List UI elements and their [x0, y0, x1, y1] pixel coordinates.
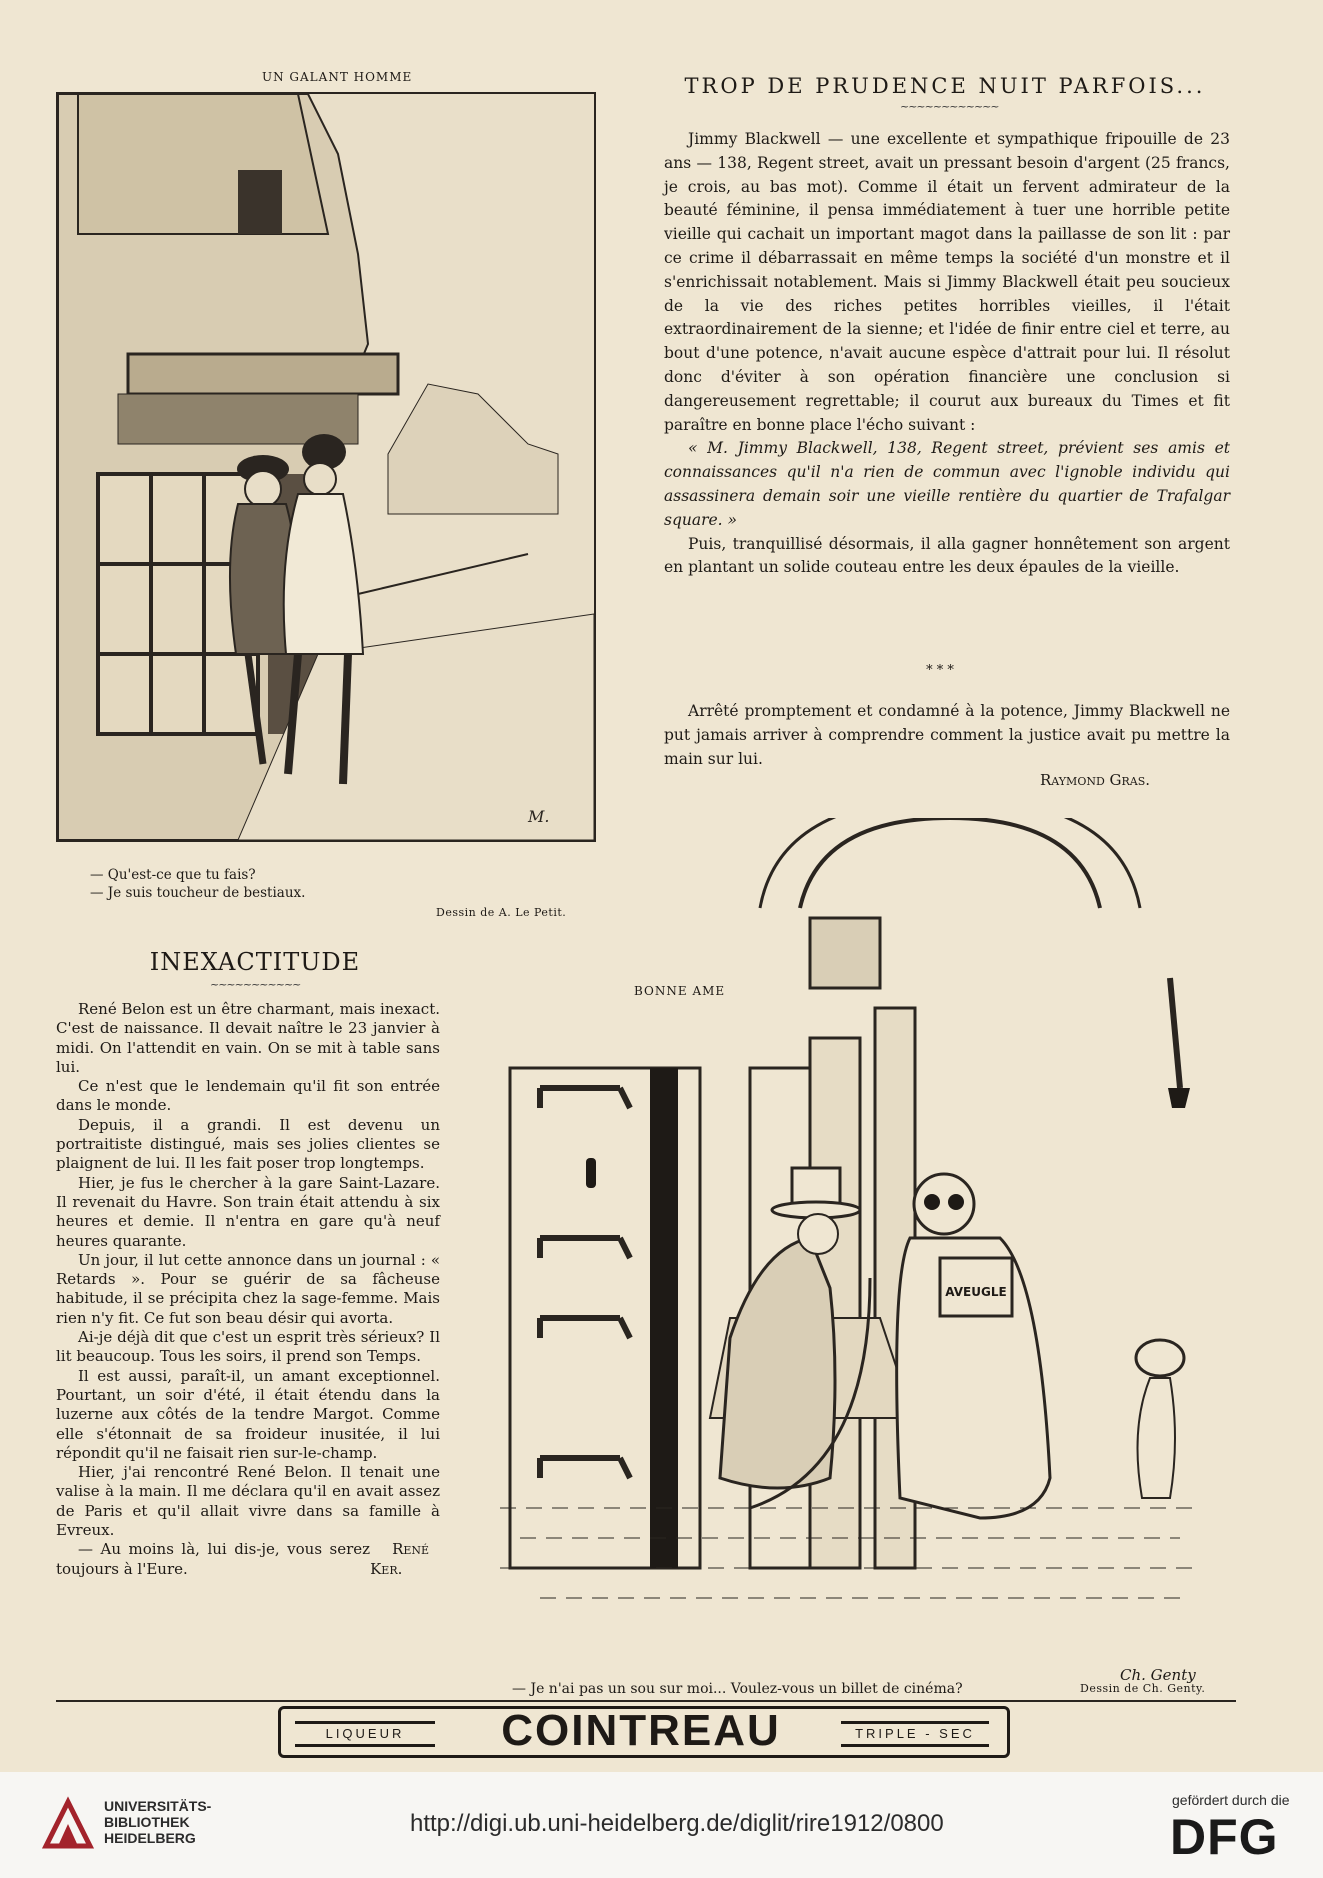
permalink-url[interactable]: http://digi.ub.uni-heidelberg.de/diglit/rire1912/0800 — [410, 1810, 944, 1837]
story-two-paragraph: Un jour, il lut cette annonce dans un journal : « Retards ». Pour se guérir de sa fâcheuse habitude, il se précipita chez la sage-femme. Mais rien n'y fit. Ce fut son beau désir qui avorta. — [56, 1250, 440, 1327]
page-divider — [56, 1700, 1236, 1702]
story-two-final-sentence: — Au moins là, lui dis-je, vous serez toujours à l'Eure. — [56, 1540, 371, 1578]
left-dialogue-line-1: — Qu'est-ce que tu fais? — [90, 867, 256, 883]
story-two-title: INEXACTITUDE — [149, 948, 361, 976]
university-line-2: BIBLIOTHEK — [104, 1814, 190, 1830]
story-two-paragraph: Ce n'est que le lendemain qu'il fit son entrée dans le monde. — [56, 1077, 440, 1115]
street-scene-drawing — [58, 94, 594, 840]
story-two-paragraph: Hier, j'ai rencontré René Belon. Il tenait une valise à la main. Il me déclara qu'il en avait assez de Paris et qu'il allait vivre dans sa famille à Evreux. — [56, 1463, 440, 1540]
story-one-title: TROP DE PRUDENCE NUIT PARFOIS... — [684, 74, 1206, 98]
right-illustration-credit: Dessin de Ch. Genty. — [1080, 1682, 1206, 1695]
bonne-ame-illustration — [480, 818, 1240, 1688]
story-one-ornament: ~~~~~~~~~~~~ — [900, 100, 999, 113]
university-line-1: UNIVERSITÄTS- — [104, 1798, 212, 1814]
digital-library-footer — [0, 1772, 1323, 1878]
story-two-ornament: ~~~~~~~~~~~ — [210, 978, 301, 991]
story-two-paragraph: Hier, je fus le chercher à la gare Saint-Lazare. Il revenait du Havre. Son train était attendu à six heures et demie. Il n'entra en gare qu'à neuf heures quarante. — [56, 1173, 440, 1250]
church-door-drawing — [480, 818, 1240, 1688]
story-one-paragraph-1: Jimmy Blackwell — une excellente et sympathique fripouille de 23 ans — 138, Regent street, avait un pressant besoin d'argent (25 francs, je crois, au bas mot). Comme il était un fervent admirateur de la beauté féminine, il pensa immédiatement à tuer une horrible petite vieille qui cachait un important magot dans la paillasse de son lit : par ce crime il débarrassait en même temps la société d'un monstre et il s'enrichissait notablement. Mais si Jimmy Blackwell était peu soucieux de la vie des riches petites horribles vieilles, il l'était extraordinairement de la sienne; et l'idée de finir entre ciel et terre, au bout d'une potence, n'avait aucune espèce d'attrait pour lui. Il résolut donc d'éviter à son opération financière une conclusion si dangereusement regrettable; il courut aux bureaux du Times et fit paraître en bonne place l'écho suivant : — [664, 130, 1230, 434]
story-two-paragraph: Il est aussi, paraît-il, un amant exceptionnel. Pourtant, un soir d'été, il était étendu dans la luzerne aux côtés de la tendre Margot. Comme elle s'étonnait de sa froideur inusitée, il lui répondit qu'il ne faisait rien sur-le-champ. — [56, 1366, 440, 1462]
story-one-signature: Raymond Gras. — [1040, 771, 1151, 789]
right-illustration-title: BONNE AME — [634, 984, 726, 998]
blind-sign-text: AVEUGLE — [945, 1285, 1007, 1299]
story-one-closing: Arrêté promptement et condamné à la potence, Jimmy Blackwell ne put jamais arriver à comprendre comment la justice avait pu mettre la main sur lui. — [664, 702, 1230, 768]
dfg-logo: DFG — [1170, 1809, 1279, 1865]
ad-left-label: LIQUEUR — [295, 1721, 435, 1747]
story-one-quote: « M. Jimmy Blackwell, 138, Regent street, prévient ses amis et connaissances qu'il n'a rien de commun avec l'ignoble individu qui assassinera demain soir une vieille rentière du quartier de Trafalgar square. » — [664, 439, 1230, 529]
university-name — [104, 1798, 211, 1846]
cointreau-advertisement — [278, 1706, 1010, 1758]
funding-text: gefördert durch die — [1172, 1792, 1290, 1808]
story-two-body — [56, 1000, 440, 1579]
galant-homme-illustration — [56, 92, 596, 842]
story-one-paragraph-3: Puis, tranquillisé désormais, il alla gagner honnêtement son argent en plantant un solide couteau entre les deux épaules de la vieille. — [664, 534, 1230, 577]
university-line-3: HEIDELBERG — [104, 1830, 196, 1846]
story-one-body — [664, 128, 1230, 580]
left-dialogue-line-2: — Je suis toucheur de bestiaux. — [90, 885, 306, 901]
artist-monogram: M. — [528, 807, 550, 826]
ad-brand: COINTREAU — [501, 1706, 781, 1755]
story-two-signature: René Ker. — [370, 1540, 430, 1578]
story-two-paragraph: Depuis, il a grandi. Il est devenu un portraitiste distingué, mais ses jolies clientes se plaignent de lui. Il les fait poser trop longtemps. — [56, 1115, 440, 1173]
artist-signature: Ch. Genty — [1120, 1666, 1196, 1684]
ad-right-label: TRIPLE - SEC — [841, 1721, 989, 1747]
university-logo-icon — [40, 1796, 96, 1852]
story-two-paragraph: René Belon est un être charmant, mais inexact. C'est de naissance. Il devait naître le 23 janvier à midi. On l'attendit en vain. On se mit à table sans lui. — [56, 1000, 440, 1076]
story-one-closing-block — [664, 700, 1230, 771]
right-caption: — Je n'ai pas un sou sur moi... Voulez-vous un billet de cinéma? — [512, 1681, 963, 1697]
left-illustration-credit: Dessin de A. Le Petit. — [436, 906, 567, 919]
left-illustration-title: UN GALANT HOMME — [262, 70, 413, 84]
story-one-separator: * * * — [926, 663, 954, 678]
story-two-last-line — [56, 1540, 440, 1579]
story-two-paragraph: Ai-je déjà dit que c'est un esprit très sérieux? Il lit beaucoup. Tous les soirs, il prend son Temps. — [56, 1328, 440, 1366]
